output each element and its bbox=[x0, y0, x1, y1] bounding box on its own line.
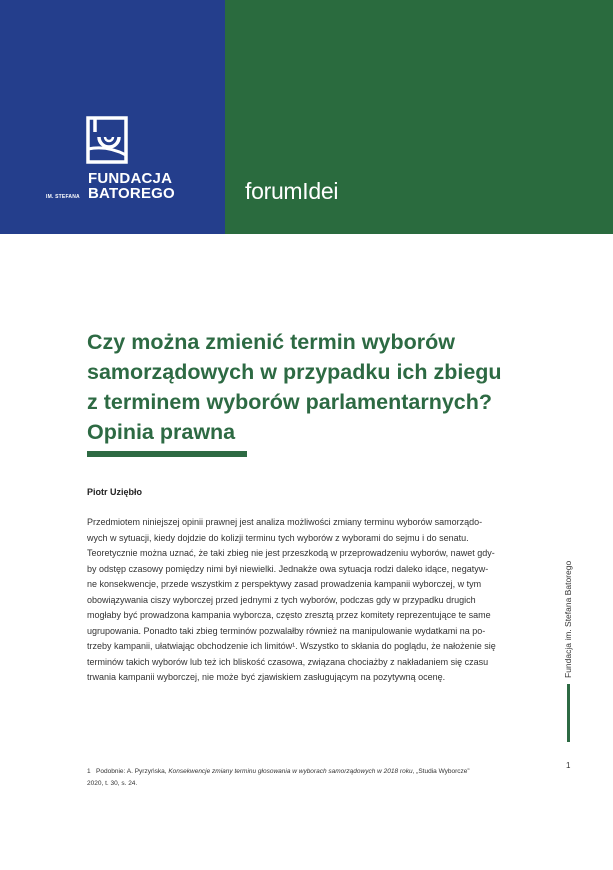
body-line: trwania kampanii wyborczej, nie może być zjawiskiem zasługującym na pozytywną ocenę. bbox=[87, 672, 446, 682]
series-name: forumIdei bbox=[245, 178, 339, 204]
body-line: Przedmiotem niniejszej opinii prawnej jest analiza możliwości zmiany terminu wyborów samorządo- bbox=[87, 517, 483, 527]
logo-prefix: IM. STEFANA bbox=[46, 194, 80, 200]
title-line: Opinia prawna bbox=[87, 420, 236, 444]
body-line: mogłaby być prowadzona kampania wyborcza, często zresztą przez komitety reprezentujące te same bbox=[87, 610, 491, 620]
body-line: ugrupowania. Ponadto taki zbieg terminów pozwalałby również na manipulowanie wydatkami na po- bbox=[87, 625, 486, 636]
title-underline bbox=[87, 451, 247, 457]
body-line: by odstęp czasowy pomiędzy nimi był niewielki. Jednakże owa sytuacja rodzi daleko idące, negatyw- bbox=[87, 563, 489, 574]
body-line: obowiązywania ciszy wyborczej przed jednymi z tych wyborów, podczas gdy w przypadku drugich bbox=[87, 594, 476, 605]
logo-wordmark bbox=[88, 171, 175, 201]
document-title bbox=[87, 327, 547, 447]
footnote-line2: 2020, t. 30, s. 24. bbox=[87, 780, 138, 787]
footnote bbox=[87, 766, 537, 790]
author-name: Piotr Uziębło bbox=[87, 487, 143, 497]
body-line: terminów takich wyborów lub też ich bliskość czasowa, związana chociażby z nakładaniem się czasu bbox=[87, 656, 489, 667]
footnote-number: 1 bbox=[87, 768, 91, 775]
body-line: wych w sytuacji, kiedy dojdzie do kolizji terminu tych wyborów z wyborami do sejmu i do senatu. bbox=[87, 532, 469, 543]
footnote-line1 bbox=[87, 766, 537, 778]
body-line: Teoretycznie można uznać, że taki zbieg nie jest przeszkodą w przeprowadzeniu wyborów, nawet gdy- bbox=[87, 548, 495, 558]
side-label: Fundacja im. Stefana Batorego bbox=[563, 560, 573, 678]
title-line: samorządowych w przypadku ich zbiegu bbox=[87, 360, 502, 384]
body-line: trzeby kampanii, ułatwiając obchodzenie ich limitów¹. Wszystko to skłania do poglądu, że nałożenie się bbox=[87, 641, 496, 651]
header-blue-panel bbox=[0, 0, 225, 234]
title-line: z terminem wyborów parlamentarnych? bbox=[87, 390, 493, 414]
logo-line2: BATOREGO bbox=[88, 185, 175, 202]
body-paragraph bbox=[87, 515, 542, 686]
page-number: 1 bbox=[566, 761, 571, 770]
logo-line1: FUNDACJA bbox=[88, 170, 173, 187]
footnote-prefix: Podobnie: A. Pyrzyńska, bbox=[96, 768, 167, 775]
footnote-work: Konsekwencje zmiany terminu głosowania w wyborach samorządowych w 2018 roku bbox=[168, 768, 413, 775]
foundation-logo-icon bbox=[85, 115, 130, 165]
body-line: ne konsekwencje, przede wszystkim z perspektywy zasad prowadzenia kampanii wyborczej, w tym bbox=[87, 579, 482, 589]
title-line: Czy można zmienić termin wyborów bbox=[87, 330, 455, 354]
footnote-suffix: , „Studia Wyborcze” bbox=[412, 768, 470, 775]
side-accent-bar bbox=[567, 684, 570, 742]
